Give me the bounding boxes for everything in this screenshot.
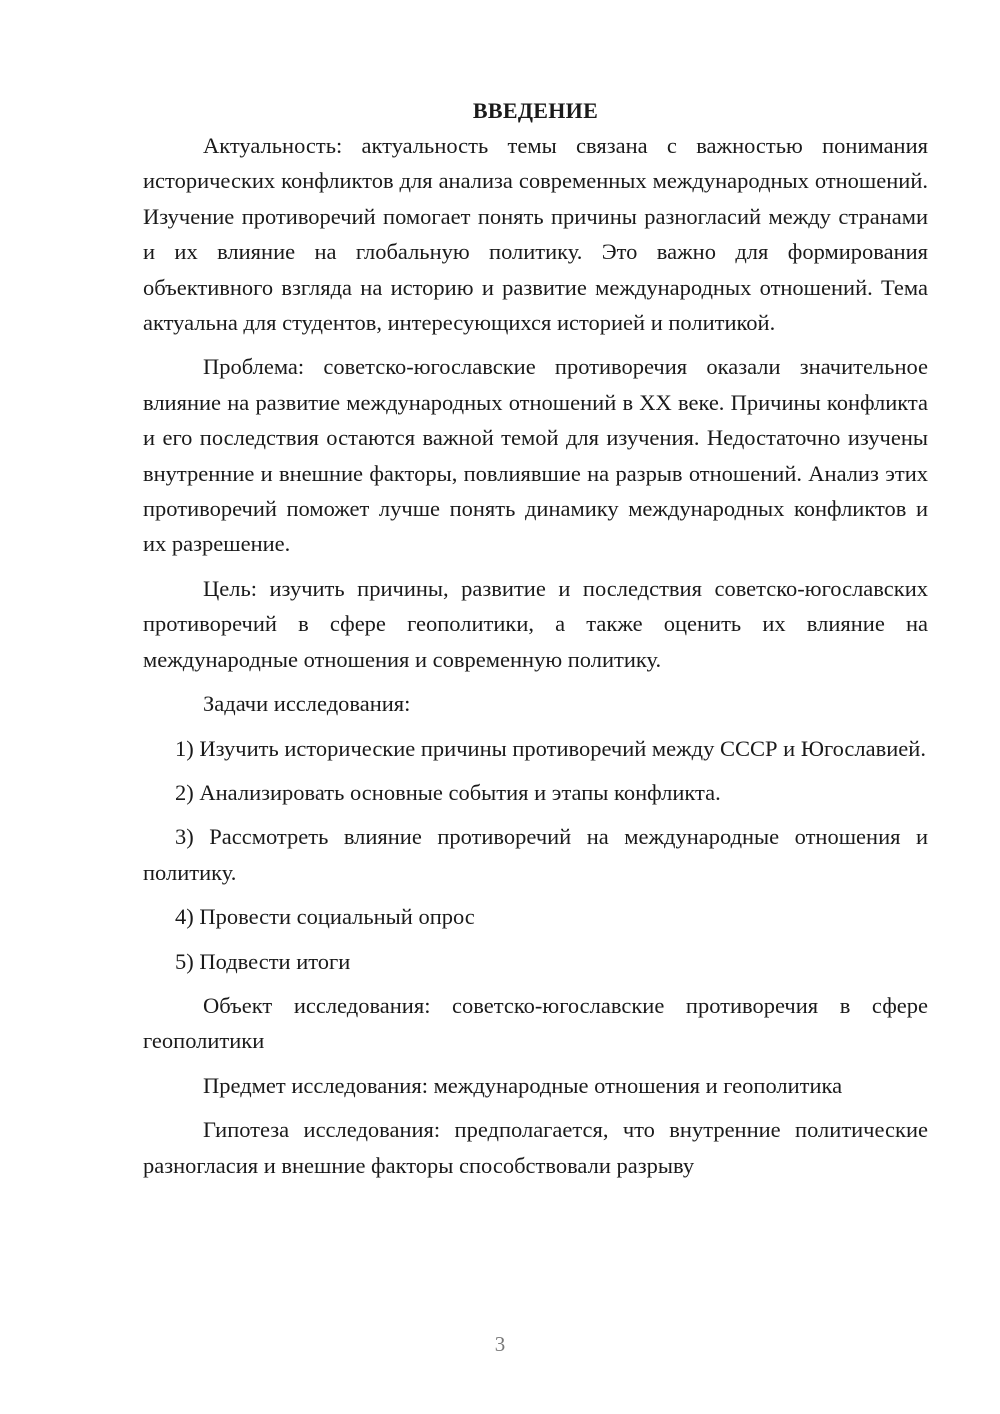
subject-paragraph: Предмет исследования: международные отношения и геополитика — [203, 1072, 843, 1098]
task-item-5: 5) Подвести итоги — [175, 948, 351, 974]
tasks-heading: Задачи исследования: — [203, 691, 411, 717]
goal-paragraph: Цель: изучить причины, развитие и последствия советско-югославских противоречий в сфере геополитики, а также оценить их влияние на международные отношения и современную политику. — [143, 575, 928, 672]
problem-paragraph: Проблема: советско-югославские противоречия оказали значительное влияние на развитие международных отношений в XX веке. Причины конфликта и его последствия остаются важной темой для изучения. Недостаточно изучены внутренние и внешние факторы, повлиявшие на разрыв отношений. Анализ этих противоречий поможет лучше понять динамику международных конфликтов и их разрешение. — [143, 354, 928, 557]
task-item-3: 3) Рассмотреть влияние противоречий на международные отношения и политику. — [143, 824, 928, 885]
section-title: ВВЕДЕНИЕ — [472, 98, 599, 123]
relevance-paragraph: Актуальность: актуальность темы связана с важностью понимания исторических конфликтов для анализа современных международных отношений. Изучение противоречий помогает понять причины разногласий между странами и их влияние на глобальную политику. Это важно для формирования объективного взгляда на историю и развитие международных отношений. Тема актуальна для студентов, интересующихся историей и политикой. — [143, 133, 928, 336]
task-item-1: 1) Изучить исторические причины противоречий между СССР и Югославией. — [175, 735, 926, 761]
hypothesis-paragraph: Гипотеза исследования: предполагается, что внутренние политические разногласия и внешние факторы способствовали разрыву — [143, 1117, 928, 1178]
document-page — [143, 95, 928, 1192]
task-item-2: 2) Анализировать основные события и этапы конфликта. — [175, 779, 721, 805]
page-number: 3 — [494, 1332, 506, 1356]
task-item-4: 4) Провести социальный опрос — [175, 904, 475, 930]
object-paragraph: Объект исследования: советско-югославские противоречия в сфере геополитики — [143, 992, 928, 1054]
